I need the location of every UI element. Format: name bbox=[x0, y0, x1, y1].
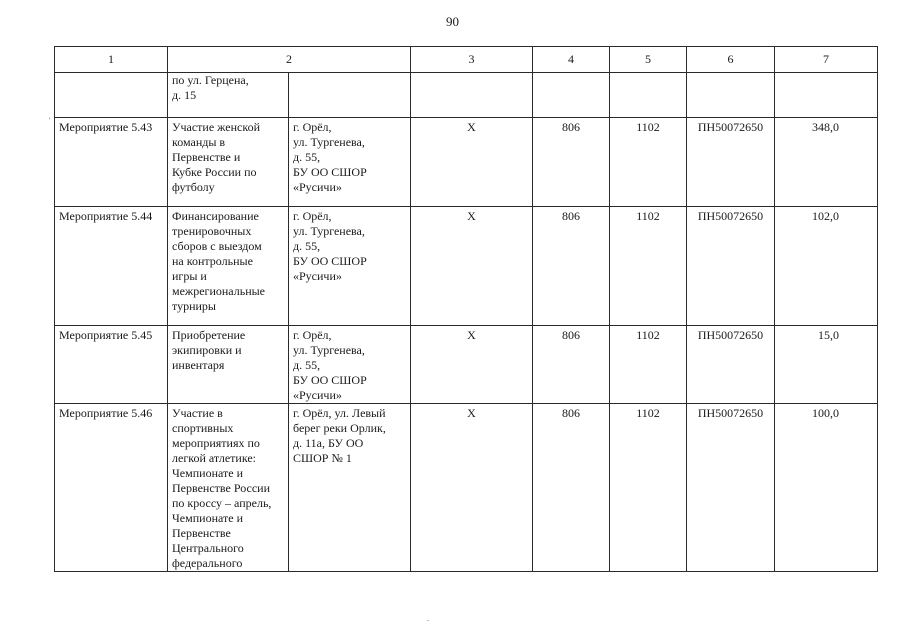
description-text: Приобретение экипировки и инвентаря bbox=[172, 328, 246, 372]
header-col-2: 2 bbox=[168, 47, 411, 73]
cell-col4: 806 bbox=[533, 326, 610, 404]
cell-description bbox=[168, 207, 289, 326]
cell-col5: 1102 bbox=[610, 326, 687, 404]
executor-text: г. Орёл, ул. Левый берег реки Орлик, д. 11а, БУ ОО СШОР № 1 bbox=[293, 406, 386, 465]
cell-col7: 102,0 bbox=[775, 207, 878, 326]
table-row bbox=[55, 404, 878, 572]
cell-col6 bbox=[687, 73, 775, 118]
header-col-5: 5 bbox=[610, 47, 687, 73]
cell-executor bbox=[289, 207, 411, 326]
cell-col4 bbox=[533, 73, 610, 118]
cell-col3: Х bbox=[411, 207, 533, 326]
header-row bbox=[55, 47, 878, 73]
cell-col5: 1102 bbox=[610, 404, 687, 572]
cell-col7: 100,0 bbox=[775, 404, 878, 572]
cell-executor bbox=[289, 73, 411, 118]
cell-col4: 806 bbox=[533, 207, 610, 326]
cell-description bbox=[168, 326, 289, 404]
cell-event bbox=[55, 73, 168, 118]
cell-col6: ПН50072650 bbox=[687, 404, 775, 572]
cell-col7 bbox=[775, 73, 878, 118]
cell-col3: Х bbox=[411, 404, 533, 572]
cell-col7: 15,0 bbox=[775, 326, 878, 404]
cell-description bbox=[168, 118, 289, 207]
header-col-7: 7 bbox=[775, 47, 878, 73]
cell-description bbox=[168, 404, 289, 572]
executor-text: г. Орёл, ул. Тургенева, д. 55, БУ ОО СШОР «Русичи» bbox=[293, 120, 367, 194]
header-col-3: 3 bbox=[411, 47, 533, 73]
cell-col5 bbox=[610, 73, 687, 118]
scan-speck: ' bbox=[49, 116, 51, 125]
description-text: Участие в спортивных мероприятиях по легкой атлетике: Чемпионате и Первенстве России по кроссу – апрель, Чемпионате и Первенстве Центрального федерального bbox=[172, 406, 272, 570]
cell-col3 bbox=[411, 73, 533, 118]
cell-description bbox=[168, 73, 289, 118]
cell-col5: 1102 bbox=[610, 207, 687, 326]
cell-executor bbox=[289, 326, 411, 404]
budget-table bbox=[54, 46, 878, 572]
page-number: 90 bbox=[446, 14, 459, 29]
executor-text: г. Орёл, ул. Тургенева, д. 55, БУ ОО СШОР «Русичи» bbox=[293, 328, 367, 402]
executor-text: г. Орёл, ул. Тургенева, д. 55, БУ ОО СШОР «Русичи» bbox=[293, 209, 367, 283]
table-row-continuation bbox=[55, 73, 878, 118]
cell-executor bbox=[289, 118, 411, 207]
cell-col6: ПН50072650 bbox=[687, 207, 775, 326]
cell-col6: ПН50072650 bbox=[687, 326, 775, 404]
cell-col4: 806 bbox=[533, 404, 610, 572]
table-row bbox=[55, 326, 878, 404]
table-row bbox=[55, 118, 878, 207]
cell-col6: ПН50072650 bbox=[687, 118, 775, 207]
header-col-6: 6 bbox=[687, 47, 775, 73]
cell-event: Мероприятие 5.44 bbox=[55, 207, 168, 326]
header-col-1: 1 bbox=[55, 47, 168, 73]
cell-event: Мероприятие 5.46 bbox=[55, 404, 168, 572]
cell-col3: Х bbox=[411, 118, 533, 207]
scan-speck: . bbox=[427, 614, 429, 623]
cell-col4: 806 bbox=[533, 118, 610, 207]
description-text: Финансирование тренировочных сборов с выездом на контрольные игры и межрегиональные турниры bbox=[172, 209, 266, 313]
cell-executor bbox=[289, 404, 411, 572]
description-text: Участие женской команды в Первенстве и Кубке России по футболу bbox=[172, 120, 261, 194]
description-text: по ул. Герцена, д. 15 bbox=[172, 73, 249, 102]
cell-col7: 348,0 bbox=[775, 118, 878, 207]
cell-event: Мероприятие 5.43 bbox=[55, 118, 168, 207]
cell-event: Мероприятие 5.45 bbox=[55, 326, 168, 404]
cell-col3: Х bbox=[411, 326, 533, 404]
header-col-4: 4 bbox=[533, 47, 610, 73]
table-row bbox=[55, 207, 878, 326]
cell-col5: 1102 bbox=[610, 118, 687, 207]
